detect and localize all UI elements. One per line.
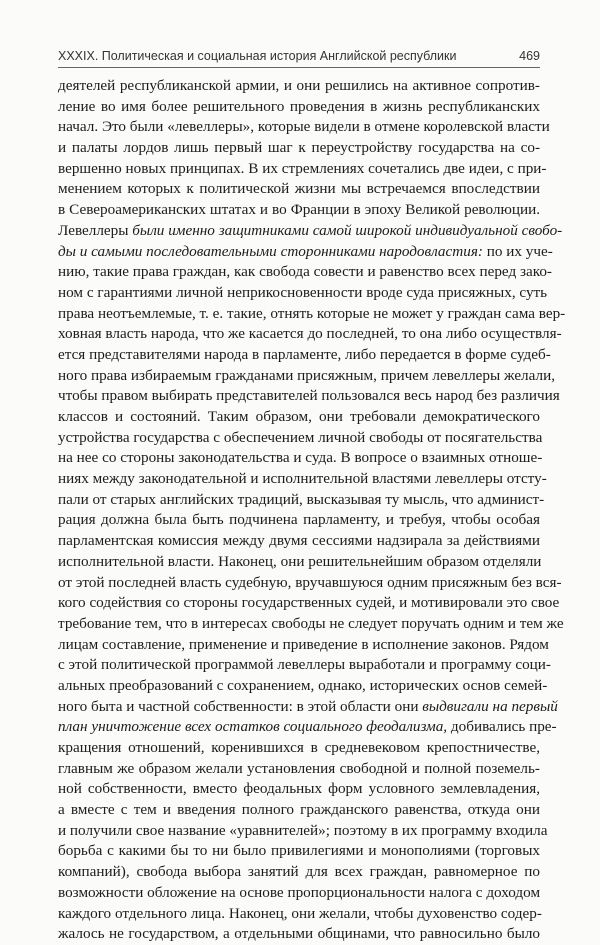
text-span: классов и состояний. Таким образом, они требовали демократического [58,408,540,425]
text-span: и получили свое название «уравнителей»; поэтому в их программу входила [58,821,548,839]
text-line [58,138,540,159]
text-span: возможности обложение на основе пропорциональности налога с доходом [58,883,541,901]
text-line [58,552,540,573]
text-span: ление во имя более решительного проведения в жизнь республиканских [58,97,540,115]
text-span: от этой последней власть судебную, вручавшуюся одним присяжным без вся- [58,573,562,591]
text-line [58,883,540,904]
text-span: с этой политической программой левеллеры выработали и программу соци- [58,656,551,674]
text-span: каждого отдельного лица. Наконец, они желали, чтобы духовенство содер- [58,904,542,922]
text-span: чтобы правом выбирать представителей пользовался весь народ без различия [58,387,560,405]
text-span: кого содействия со стороны государственных судей, и мотивировали это свое [58,594,560,612]
text-line [58,738,540,759]
text-span: добивались пре- [447,718,557,736]
running-title: XXXIX. Политическая и социальная история Английской республики [58,49,457,63]
text-line [58,862,540,883]
text-span: Левеллеры [58,221,133,239]
text-line [58,635,549,656]
text-span: начал. Это были «левеллеры», которые видели в отмене королевской власти [58,118,550,136]
text-span: ниях между законодательной и исполнительной властями левеллеры отсту- [58,470,547,488]
text-span: альных преобразований с сохранением, однако, исторических основ семей- [58,676,548,694]
text-line [58,676,548,697]
text-line [58,573,562,594]
text-line [58,262,552,283]
text-span: рация должна была быть подчинена парламенту, и требуя, чтобы особая [58,511,540,529]
text-line [58,448,543,469]
italic-span: были именно защитниками самой широкой индивидуальной свобо- [132,221,563,239]
text-span: жалось не государством, а отдельными общинами, что равносильно было [58,925,540,943]
text-span: борьба с какими бы то ни было привилегиями и монополиями (торговых [58,842,540,860]
text-line [58,469,547,490]
italic-span: план уничтожение всех остатков социального феодализма, [58,718,448,736]
text-span: нию, такие права граждан, как свобода совести и равенство всех перед зако- [58,263,552,281]
text-span: а вместе с тем и введения полного гражданского равенства, откуда они [58,801,540,819]
text-span: требование тем, что в интересах свободы не следует поручать одним и тем же [58,614,564,632]
page-number: 469 [519,49,540,63]
running-header [58,49,540,63]
text-span: исполнительной власти. Наконец, они решительнейшим образом отделяли [58,552,542,570]
text-span: ется представителями народа в парламенте, либо передается в форме судеб- [58,345,551,363]
text-span: ной собственности, вместо феодальных форм условного землевладения, [58,780,540,798]
body-text [58,76,566,945]
text-span: кращения отношений, коренившихся в средневековом крепостничестве, [58,739,540,756]
text-line [58,490,545,511]
text-line [58,655,551,676]
text-line [58,97,540,118]
text-span: пали от старых английских традиций, высказывая ту мысль, что админист- [58,490,545,508]
text-line [58,779,540,800]
text-span: вершенно новых принципах. В их стремлениях сочетались две идеи, с при- [58,159,547,177]
text-line [58,428,543,449]
text-line [58,179,540,200]
text-span: парламентская комиссия между двумя сессиями надзирала за действиями [58,532,540,550]
text-span: ного быта и частной собственности: в этой области они [58,697,423,715]
text-line [58,759,540,780]
text-span: ховная власть народа, что же касается до последней, то она либо осуществля- [58,325,562,343]
text-span: компаний), свобода выбора занятий для всех граждан, равномерное по [58,863,540,881]
header-rule [58,67,540,68]
text-span: на нее со стороны законодательства и суда. В вопросе о взаимных отноше- [58,449,543,467]
text-line [58,841,540,862]
text-line [58,697,558,718]
text-span: лицам составление, применение и приведение в исполнение законов. Рядом [58,635,549,653]
text-line [58,366,556,387]
text-line [58,200,540,221]
text-line [58,283,548,304]
text-line [58,324,562,345]
text-span: в Североамериканских штатах и во Франции в эпоху Великой революции. [58,201,540,219]
text-line [58,821,548,842]
text-span: ном с гарантиями личной неприкосновенности вроде суда присяжных, суть [58,283,548,301]
text-line [58,904,540,925]
text-line [58,531,540,552]
text-line [58,386,560,407]
text-line [58,800,540,821]
text-line [58,614,564,635]
text-line [58,345,551,366]
text-line [58,159,547,180]
text-line [58,924,540,945]
text-line [58,510,540,531]
text-line [58,407,540,428]
text-line [58,242,553,263]
text-span: права неотъемлемые, т. е. такие, отнять которые не может у граждан сама вер- [58,304,566,322]
text-span: менением которых к политической жизни мы встречаемся впоследствии [58,180,540,198]
text-span: главным же образом желали установления свободной и полной поземель- [58,759,540,777]
italic-span: ды и самыми последовательными сторонниками народовластия: [58,242,483,260]
text-span: устройства государства с обеспечением личной свободы от посягательства [58,428,543,446]
italic-span: выдвигали на первый [422,697,558,715]
text-span: по их уче- [482,242,553,260]
text-line [58,117,550,138]
text-span: ного права избираемым гражданами присяжным, причем левеллеры желали, [58,366,556,384]
text-line [58,221,563,242]
text-span: и палаты лордов лишь первый шаг к переустройству государства на со- [58,139,540,157]
text-line [58,76,540,97]
text-line [58,304,566,325]
text-span: деятелей республиканской армии, и они решились на активное сопротив- [58,77,540,94]
text-line [58,593,560,614]
text-line [58,717,557,738]
